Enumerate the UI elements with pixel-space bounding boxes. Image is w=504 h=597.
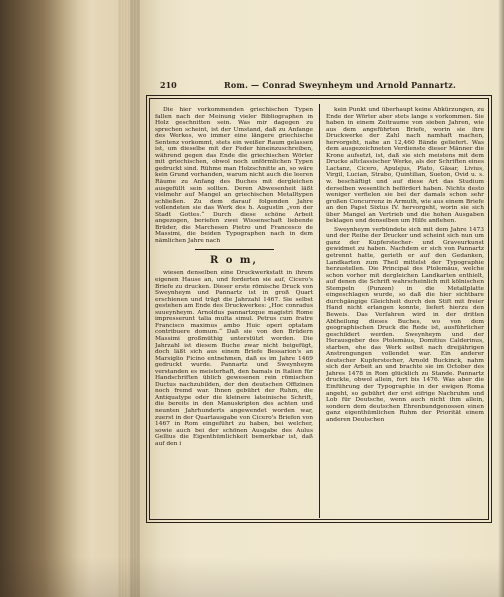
text-frame-inner xyxy=(149,98,489,520)
paragraph: Sweynheym verbündete sich mit dem Jahre 1473 und der Reihe der Drucker und scheint sich nun um ganz der Kupferstecher- und Graveurkunst gewidmet zu haben. Nachdem er sich von Pannartz getrennt hatte, gerieth er auf den Gedanken, Landkarten zum Theil mittelst der Typographie herzustellen. Die Principal des Ptolemäus, welche schon vorher mit dergleichen Landkarten enthielt, auf denen die Schrift wahrscheinlich mit kölnischen Stempeln (Punzen) in die Metallplatte eingeschlagen wurde, so daß die hier sichtbare durchgängige Gleichheit durch den Stift mit freier Hand nicht erlangen konnte, liefert hierzu den Beweis. Das Verfahren wird in der dritten Abtheilung dieses Buches, wo von dem geographischen Druck die Rede ist, ausführlicher geschildert werden. Sweynheym und der Herausgeber des Ptolemäus, Domitius Calderinus, starben, ehe das Werk selbst nach dreijährigen Anstrengungen vollendet war. Ein anderer deutscher Kupferstecher, Arnold Buckinck, nahm sich der Arbeit an und brachte sie im October des Jahres 1478 in Rom glücklich zu Stande. Pannartz druckte, obwol allein, fort bis 1476. Was aber die Einführung der Typographie in der ewigen Roma angeht, so gebührt der erst eifrige Nachruhm und Lob für Deutsche, wenn auch nicht ihm allein, sondern dem deutschen Ehrenbundgenossen einen ganz eigenthümlichen Ruhm der Priorität einem anderen Deutschen xyxy=(326,226,484,423)
page-number: 210 xyxy=(160,80,177,90)
book-page xyxy=(140,0,504,597)
paragraph: wiesen denselben eine Druckwerkstatt in ihrem eigenen Hause an, und forderten sie auf, Cicero's Briefe zu drucken. Dieser erste römische Druck von Sweynheym und Pannartz ist in groß Quart erschienen und trägt die Jahrzahl 1467. Sie selbst gestehen am Ende des Druckwerkes: „Hoc conradus suueynheym. Arnoldus pannartzque magistri Rome impresserunt talia multa simul. Petrus cum fratre Francisco maximus ambo Huic operi optatam contribuere domum.“ Daß sie von den Brüdern Massimi großmüthig unterstützt worden. Die Jahrzahl ist diesem Buche zwar nicht beigefügt, doch läßt sich aus einem Briefe Bessarion's an Marsiglio Ficino entnehmen, daß es im Jahre 1469 gedruckt wurde. Pannartz und Sweynheym verstanden es meisterhaft, den bamals in Italien für Handschriften üblich gewesenen rein römischen Ductus nachzubilden, der den deutschen Offizinen noch fremd war. Ihnen gebührt der Ruhm, die Antiquatype oder die kleinere lateinische Schrift, die bereits in den Manuskripten des achten und neunten Jahrhunderts angewendet worden war, zuerst in der Quartausgabe von Cicero's Briefen von 1467 in Rom eingeführt zu haben, bei welcher, sowie auch bei der schönen Ausgabe des Aulus Gellius die Eigenthümlichkeit bemerkbar ist, daß auf den i xyxy=(155,270,313,447)
paragraph: Die hier vorkommenden griechischen Typen fallen nach der Meinung vieler Bibliographen in Holz geschnitten sein. Was mir dagegen zu sprechen scheint, ist der Umstand, daß zu Anfange des Werkes, wo immer eine längere griechische Sentenz vorkommt, stets ein weißer Raum gelassen ist, um dieselbe mit der Feder hineinzuschreiben, während gegen das Ende die griechischen Wörter mit griechischen, obwol noch unförmlichen Typen gedruckt sind. Rühme man Holzschnitte an, so wäre kein Grund vorhanden, warum nicht auch die leeren Räume zu Anfang des Buches mit dergleichen ausgefüllt sein sollten. Deren Abwesenheit läßt vielmehr auf Mangel an griechischen Metalltypen schließen. Zu dem darauf folgenden Jahre vollendeten sie das Werk des h. Augustin „von der Stadt Gottes.“ Durch diese schöne Arbeit angezogen, beriefen zwei Wissenschaft liebende Brüder, die Marchesen Pietro und Francesco de Massimi, die beiden Typographen nach in dem nämlichen Jahre nach xyxy=(155,107,313,244)
paragraph: kein Punkt und überhaupt keine Abkürzungen, zu Ende der Wörter aber stets lange s vorkommen. Sie haben in einem Zeitraume von sieben Jahren, wie aus dem angeführten Briefe, worin sie ihre Druckwerke der Zahl nach namhaft machen, hervorgeht, nahe an 12,460 Bände geliefert. Was dem ausgezeichneten Verdienste dieser Männer die Krone aufsetzt, ist, daß sie sich meistens mit dem Drucke altclassischer Werke, als der Schriften eines Lactanz, Cicero, Apulejus, Plato, Gäsar, Livius, Virgil, Lucian, Strabo, Quintilian, Sueton, Ovid u. s. w. beschäftigt und auf diese Art das Studium derselben wesentlich befördert haben. Nichts desto weniger verfielen sie bei der damals schon sehr großen Concurrenz in Armuth, wie aus einem Briefe an den Papst Sixtus IV. hervorgeht, worin sie sich über Mangel an Vertrieb und die hohen Ausgaben beklagen und denselben um Hilfe anflehen. xyxy=(326,107,484,225)
book-spine xyxy=(0,0,130,597)
section-heading: R o m, xyxy=(209,255,258,267)
left-column xyxy=(155,107,313,519)
running-title: Rom. — Conrad Sweynheym und Arnold Pannartz. xyxy=(224,80,456,90)
bottom-shadow xyxy=(0,557,504,597)
section-rule xyxy=(195,249,274,250)
running-header xyxy=(160,78,490,92)
right-column xyxy=(326,107,484,519)
page-shadow xyxy=(498,0,504,597)
column-divider xyxy=(319,104,320,518)
text-frame xyxy=(146,95,492,523)
